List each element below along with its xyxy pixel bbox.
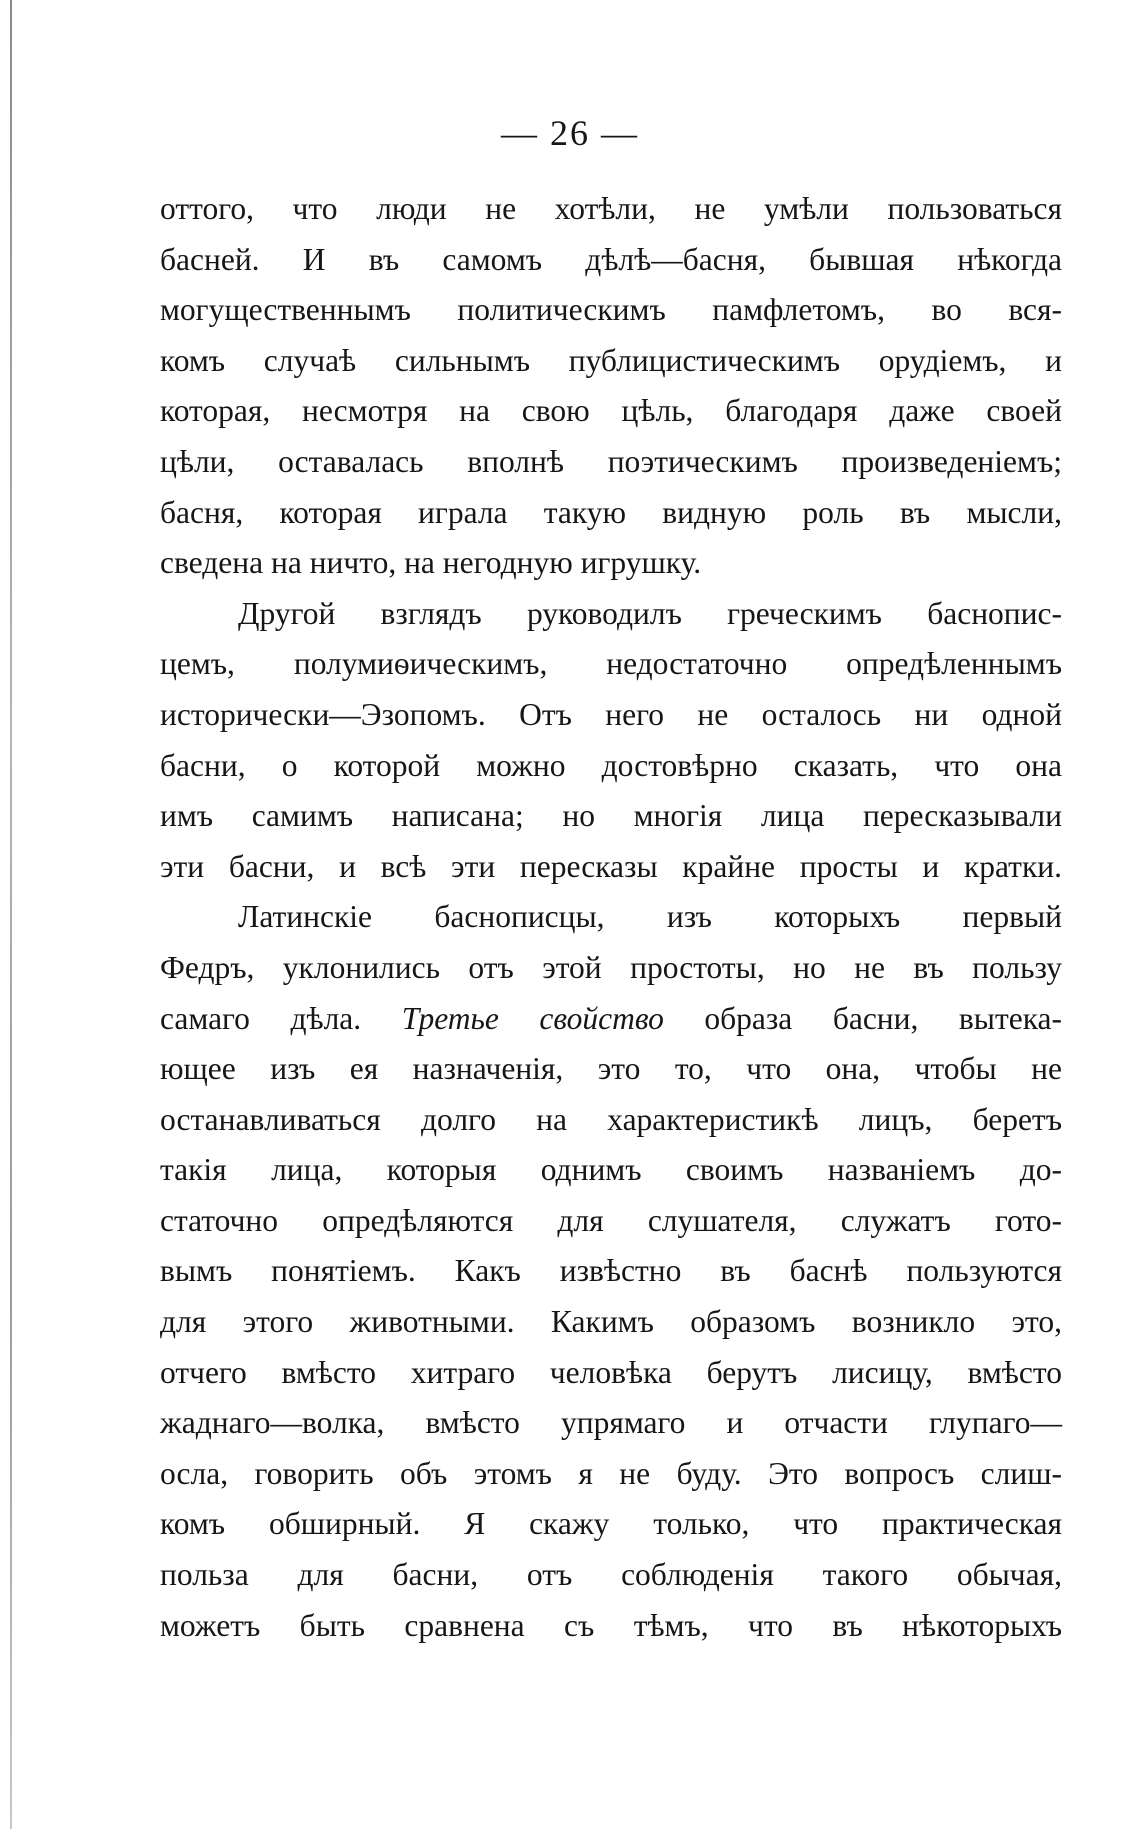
paragraph-2	[160, 589, 1062, 893]
text-line: останавливаться долго на характеристикѣ лицъ, беретъ	[160, 1101, 1062, 1137]
text-line: Федръ, уклонились отъ этой простоты, но не въ пользу	[160, 949, 1062, 985]
italic-emphasis: Третье свойство	[401, 1000, 664, 1036]
text-line: статочно опредѣляются для слушателя, служатъ гото-	[160, 1202, 1062, 1238]
text-line-mixed	[160, 994, 1062, 1045]
text-line: эти басни, и всѣ эти пересказы крайне просты и кратки.	[160, 848, 1062, 884]
paragraph-3	[160, 892, 1062, 1651]
text-line: басни, о которой можно достовѣрно сказать, что она	[160, 747, 1062, 783]
text-line: жаднаго—волка, вмѣсто упрямаго и отчасти глупаго—	[160, 1405, 1062, 1441]
text-fragment: образа басни, вытека-	[704, 1000, 1063, 1036]
text-line: отчего вмѣсто хитраго человѣка берутъ лисицу, вмѣсто	[160, 1354, 1062, 1390]
text-line: Латинскіе баснописцы, изъ которыхъ первый	[238, 899, 1062, 935]
text-line: комъ обширный. Я скажу только, что практическая	[160, 1506, 1062, 1542]
body-text	[160, 184, 1062, 1651]
text-line: имъ самимъ написана; но многія лица пересказывали	[160, 798, 1062, 834]
text-line: цемъ, полумиѳическимъ, недостаточно опредѣленнымъ	[160, 646, 1062, 682]
text-line: могущественнымъ политическимъ памфлетомъ, во вся-	[160, 292, 1062, 328]
scan-edge-line	[10, 0, 12, 1829]
text-line: цѣли, оставалась вполнѣ поэтическимъ произведеніемъ;	[160, 443, 1062, 479]
paragraph-1	[160, 184, 1062, 589]
text-line: басней. И въ самомъ дѣлѣ—басня, бывшая нѣкогда	[160, 241, 1062, 277]
text-line: осла, говорить объ этомъ я не буду. Это вопросъ слиш-	[160, 1455, 1062, 1491]
text-line: ющее изъ ея назначенія, это то, что она, чтобы не	[160, 1051, 1062, 1087]
text-line: которая, несмотря на свою цѣль, благодаря даже своей	[160, 393, 1062, 429]
text-line: оттого, что люди не хотѣли, не умѣли пользоваться	[160, 191, 1062, 226]
text-line: можетъ быть сравнена съ тѣмъ, что въ нѣкоторыхъ	[160, 1607, 1062, 1643]
text-line: сведена на ничто, на негодную игрушку.	[160, 545, 702, 581]
text-line: комъ случаѣ сильнымъ публицистическимъ орудіемъ, и	[160, 342, 1062, 378]
text-line: для этого животными. Какимъ образомъ возникло это,	[160, 1304, 1062, 1340]
text-line: польза для басни, отъ соблюденія такого обычая,	[160, 1557, 1062, 1593]
page-number: — 26 —	[501, 113, 639, 153]
text-line: вымъ понятіемъ. Какъ извѣстно въ баснѣ пользуются	[160, 1253, 1062, 1289]
text-fragment: самаго дѣла.	[160, 1000, 362, 1036]
text-line: исторически—Эзопомъ. Отъ него не осталось ни одной	[160, 696, 1062, 732]
text-line: басня, которая играла такую видную роль въ мысли,	[160, 494, 1062, 530]
text-line: такія лица, которыя однимъ своимъ названіемъ до-	[160, 1152, 1062, 1188]
text-line: Другой взглядъ руководилъ греческимъ баснопис-	[238, 595, 1062, 631]
